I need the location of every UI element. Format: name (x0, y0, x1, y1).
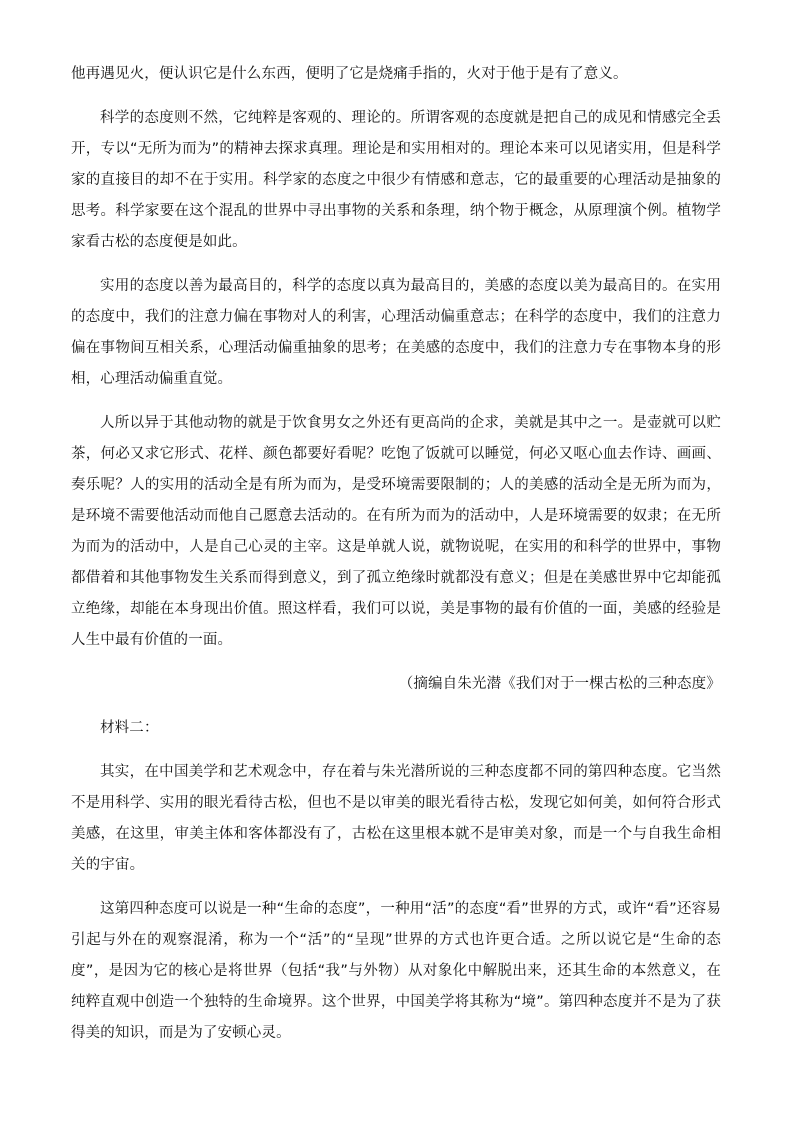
paragraph-three-attitudes: 实用的态度以善为最高目的，科学的态度以真为最高目的，美感的态度以美为最高目的。在实用的态度中，我们的注意力偏在事物对人的利害，心理活动偏重意志；在科学的态度中，我们的注意力偏在事物间互相关系，心理活动偏重抽象的思考；在美感的态度中，我们的注意力专在事物本身的形相，心理活动偏重直觉。 (71, 278, 721, 387)
paragraph-life-attitude: 这第四种态度可以说是一种“生命的态度”，一种用“活”的态度“看”世界的方式，或许“看”还容易引起与外在的观察混淆，称为一个“活”的“呈现”世界的方式也许更合适。之所以说它是“生命的态度”，是因为它的核心是将世界（包括“我”与外物）从对象化中解脱出来，还其生命的本然意义，在纯粹直观中创造一个独特的生命境界。这个世界，中国美学将其称为“境”。第四种态度并不是为了获得美的知识，而是为了安顿心灵。 (71, 901, 721, 1041)
material-label: 材料二： (100, 720, 159, 736)
document-page (71, 59, 721, 1049)
source-citation: （摘编自朱光潜《我们对于一棵古松的三种态度》 (398, 676, 721, 692)
paragraph-continuation: 他再遇见火，便认识它是什么东西，便明了它是烧痛手指的，火对于他于是有了意义。 (71, 66, 628, 82)
paragraph-scientific-attitude: 科学的态度则不然，它纯粹是客观的、理论的。所谓客观的态度就是把自己的成见和情感完全丢开，专以“无所为而为”的精神去探求真理。理论是和实用相对的。理论本来可以见诸实用，但是科学家的直接目的却不在于实用。科学家的态度之中很少有情感和意志，它的最重要的心理活动是抽象的思考。科学家要在这个混乱的世界中寻出事物的关系和条理，纳个物于概念，从原理演个例。植物学家看古松的态度便是如此。 (71, 110, 721, 250)
paragraph-human-pursuit: 人所以异于其他动物的就是于饮食男女之外还有更高尚的企求，美就是其中之一。是壶就可以贮茶，何必又求它形式、花样、颜色都要好看呢？吃饱了饭就可以睡觉，何必又呕心血去作诗、画画、奏乐呢？人的实用的活动全是有所为而为，是受环境需要限制的；人的美感的活动全是无所为而为，是环境不需要他活动而他自己愿意去活动的。在有所为而为的活动中，人是环境需要的奴隶；在无所为而为的活动中，人是自己心灵的主宰。这是单就人说，就物说呢，在实用的和科学的世界中，事物都借着和其他事物发生关系而得到意义，到了孤立绝缘时就都没有意义；但是在美感世界中它却能孤立绝缘，却能在本身现出价值。照这样看，我们可以说，美是事物的最有价值的一面，美感的经验是人生中最有价值的一面。 (71, 415, 721, 648)
paragraph-fourth-attitude: 其实，在中国美学和艺术观念中，存在着与朱光潜所说的三种态度都不同的第四种态度。它当然不是用科学、实用的眼光看待古松，但也不是以审美的眼光看待古松，发现它如何美，如何符合形式美感，在这里，审美主体和客体都没有了，古松在这里根本就不是审美对象，而是一个与自我生命相关的宇宙。 (71, 764, 721, 873)
